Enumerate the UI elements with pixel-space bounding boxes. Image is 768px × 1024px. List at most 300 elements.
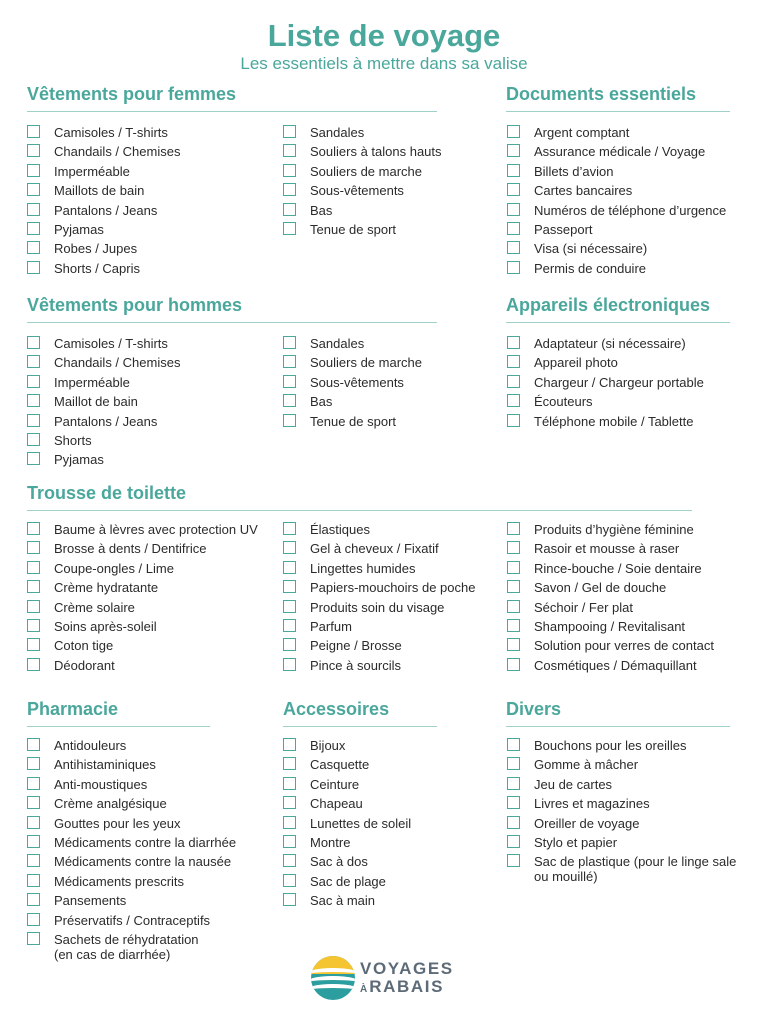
logo-sun-waves-icon (311, 956, 355, 1000)
checkbox[interactable] (507, 261, 520, 274)
checklist-item-label: Sachets de réhydratation (en cas de diarrhée) (54, 931, 199, 962)
checkbox[interactable] (283, 522, 296, 535)
checkbox[interactable] (283, 541, 296, 554)
checkbox[interactable] (507, 835, 520, 848)
checklist-item-label: Robes / Jupes (54, 241, 138, 257)
checklist-item-label: Shorts (54, 432, 92, 448)
checklist-item (283, 414, 498, 429)
checklist-item-label: Chapeau (310, 796, 363, 812)
checkbox[interactable] (283, 619, 296, 632)
checklist-item (507, 522, 762, 537)
checklist-item (27, 355, 277, 370)
checklist-item-label: Billets d’avion (534, 163, 614, 179)
checklist-item (283, 796, 498, 811)
checklist-item (283, 522, 498, 537)
checklist-item-label: Bas (310, 202, 333, 218)
checklist-item (283, 336, 498, 351)
checklist-item (283, 561, 498, 576)
checklist-item (283, 835, 498, 850)
checklist-item (27, 375, 277, 390)
checklist-item-label: Chandails / Chemises (54, 144, 181, 160)
checkbox[interactable] (283, 854, 296, 867)
checklist-item (283, 203, 498, 218)
checklist-item-label: Sac de plastique (pour le linge sale ou mouillé) (534, 854, 737, 885)
checklist-item (283, 164, 498, 179)
checklist-item-label: Parfum (310, 618, 352, 634)
checklist-item-label: Antidouleurs (54, 738, 127, 753)
checklist-item (507, 658, 762, 673)
checkbox[interactable] (27, 913, 40, 926)
checkbox[interactable] (283, 183, 296, 196)
checkbox[interactable] (507, 522, 520, 535)
checkbox[interactable] (507, 375, 520, 388)
checklist-item-label: Papiers-mouchoirs de poche (310, 580, 476, 596)
checkbox[interactable] (27, 261, 40, 274)
checklist-item-label: Écouteurs (534, 394, 593, 410)
checklist-column (283, 522, 498, 677)
checklist-item (27, 854, 277, 869)
section-title: Pharmacie (27, 699, 119, 719)
checkbox[interactable] (27, 658, 40, 671)
checkbox[interactable] (283, 375, 296, 388)
checkbox[interactable] (283, 414, 296, 427)
checklist-item-label: Pansements (54, 893, 127, 909)
checklist-item (27, 580, 277, 595)
checklist-item-label: Rasoir et mousse à raser (534, 541, 680, 557)
checkbox[interactable] (283, 638, 296, 651)
checklist-item (27, 241, 277, 256)
checkbox[interactable] (283, 777, 296, 790)
checklist-item-label: Souliers de marche (310, 355, 422, 371)
section-title: Documents essentiels (506, 84, 697, 104)
section-pharmacy (27, 698, 210, 727)
checklist-item (283, 183, 498, 198)
checklist-column (507, 738, 762, 889)
checkbox[interactable] (283, 222, 296, 235)
checkbox[interactable] (27, 600, 40, 613)
checklist-item (507, 796, 762, 811)
checklist-column (27, 336, 277, 472)
checklist-item-label: Pantalons / Jeans (54, 413, 158, 429)
checkbox[interactable] (27, 541, 40, 554)
checklist-item (507, 414, 762, 429)
checklist-item-label: Anti-moustiques (54, 776, 148, 792)
checklist-item (27, 522, 277, 537)
checkbox[interactable] (27, 414, 40, 427)
checklist-item (27, 183, 277, 198)
checklist-item-label: Camisoles / T-shirts (54, 336, 168, 351)
section-divider (506, 726, 730, 727)
checklist-item-label: Jeu de cartes (534, 776, 613, 792)
checklist-item-label: Bas (310, 394, 333, 410)
checklist-item (283, 222, 498, 237)
checkbox[interactable] (507, 757, 520, 770)
section-electronics (506, 294, 730, 323)
checkbox[interactable] (27, 580, 40, 593)
checkbox[interactable] (283, 658, 296, 671)
checklist-item-label: Gomme à mâcher (534, 757, 639, 773)
section-divider (27, 510, 692, 511)
checklist-item (27, 203, 277, 218)
checkbox[interactable] (507, 241, 520, 254)
checklist-item-label: Permis de conduire (534, 260, 646, 276)
section-divider (283, 726, 437, 727)
checklist-item (507, 777, 762, 792)
checklist-item (27, 638, 277, 653)
checklist-item (507, 375, 762, 390)
checkbox[interactable] (283, 757, 296, 770)
checkbox[interactable] (507, 619, 520, 632)
checklist-item-label: Peigne / Brosse (310, 638, 402, 654)
checklist-item-label: Rince-bouche / Soie dentaire (534, 560, 702, 576)
checklist-item (27, 452, 277, 467)
checklist-item (507, 336, 762, 351)
checklist-item (27, 125, 277, 140)
checkbox[interactable] (507, 144, 520, 157)
page-title: Liste de voyage (267, 18, 501, 53)
checklist-item-label: Sous-vêtements (310, 183, 404, 199)
checklist-item (27, 777, 277, 792)
checkbox[interactable] (27, 125, 40, 138)
checkbox[interactable] (507, 777, 520, 790)
checkbox[interactable] (283, 394, 296, 407)
page-header (0, 18, 768, 74)
checklist-item (507, 757, 762, 772)
logo-line-1: VOYAGES (360, 959, 454, 978)
checklist-item (283, 777, 498, 792)
checkbox[interactable] (283, 893, 296, 906)
checklist-item-label: Soins après-soleil (54, 618, 157, 634)
checklist-item (507, 222, 762, 237)
checklist-item-label: Antihistaminiques (54, 757, 156, 773)
checklist-item (27, 932, 277, 962)
section-toiletry (27, 482, 692, 511)
checklist-item (27, 816, 277, 831)
checklist-item-label: Lunettes de soleil (310, 815, 412, 831)
checklist-item-label: Souliers de marche (310, 163, 422, 179)
checkbox[interactable] (27, 336, 40, 349)
checkbox[interactable] (27, 874, 40, 887)
section-title: Divers (506, 699, 562, 719)
checkbox[interactable] (27, 183, 40, 196)
checklist-item (283, 394, 498, 409)
checklist-column (283, 336, 498, 433)
checklist-item-label: Sous-vêtements (310, 374, 404, 390)
checklist-item-label: Cosmétiques / Démaquillant (534, 657, 697, 673)
checklist-item-label: Montre (310, 834, 351, 850)
checklist-item-label: Médicaments contre la diarrhée (54, 834, 237, 850)
checklist-item-label: Tenue de sport (310, 413, 397, 429)
checklist-item-label: Maillot de bain (54, 394, 138, 410)
checklist-item (507, 261, 762, 276)
checklist-item-label: Livres et magazines (534, 796, 650, 812)
checklist-item-label: Sandales (310, 336, 365, 351)
checklist-column (283, 738, 498, 913)
checkbox[interactable] (27, 835, 40, 848)
checkbox[interactable] (507, 164, 520, 177)
checklist-item (27, 261, 277, 276)
checklist-item (283, 738, 498, 753)
checkbox[interactable] (507, 183, 520, 196)
logo-a: À (360, 984, 368, 995)
checklist-item (507, 619, 762, 634)
checklist-item (283, 144, 498, 159)
checklist-item-label: Ceinture (310, 776, 360, 792)
checkbox[interactable] (507, 541, 520, 554)
section-women-clothing (27, 83, 437, 112)
checklist-item-label: Crème hydratante (54, 580, 159, 596)
checklist-item-label: Crème solaire (54, 599, 135, 615)
checklist-item (283, 854, 498, 869)
checklist-item (283, 619, 498, 634)
checkbox[interactable] (283, 164, 296, 177)
checklist-item-label: Numéros de téléphone d’urgence (534, 202, 727, 218)
checklist-item-label: Produits soin du visage (310, 599, 445, 615)
section-accessories (283, 698, 437, 727)
checkbox[interactable] (283, 144, 296, 157)
checkbox[interactable] (507, 222, 520, 235)
checklist-item-label: Oreiller de voyage (534, 815, 640, 831)
checklist-column (507, 522, 762, 677)
checklist-column (507, 125, 762, 280)
checklist-item (283, 638, 498, 653)
checkbox[interactable] (507, 355, 520, 368)
checkbox[interactable] (27, 203, 40, 216)
section-divider (506, 111, 730, 112)
section-title: Vêtements pour hommes (27, 295, 243, 315)
checklist-item (507, 125, 762, 140)
checkbox[interactable] (27, 452, 40, 465)
checklist-item (27, 796, 277, 811)
checklist-item-label: Sac de plage (310, 873, 386, 889)
checklist-item-label: Casquette (310, 757, 370, 773)
checklist-item-label: Séchoir / Fer plat (534, 599, 633, 615)
checklist-item-label: Pyjamas (54, 221, 104, 237)
checkbox[interactable] (27, 144, 40, 157)
checklist-item (507, 241, 762, 256)
checkbox[interactable] (283, 203, 296, 216)
section-title: Appareils électroniques (506, 295, 711, 315)
checklist-item-label: Sandales (310, 125, 365, 140)
checklist-item (27, 541, 277, 556)
checkbox[interactable] (27, 796, 40, 809)
checklist-item (27, 222, 277, 237)
checklist-item-label: Élastiques (310, 522, 370, 537)
checklist-item (283, 874, 498, 889)
checkbox[interactable] (283, 125, 296, 138)
checklist-item-label: Adaptateur (si nécessaire) (534, 336, 686, 351)
checkbox[interactable] (283, 874, 296, 887)
checklist-item (283, 355, 498, 370)
checkbox[interactable] (507, 336, 520, 349)
checklist-item (27, 336, 277, 351)
checkbox[interactable] (27, 619, 40, 632)
checklist-item-label: Gel à cheveux / Fixatif (310, 541, 439, 557)
checklist-item-label: Produits d’hygiène féminine (534, 522, 694, 537)
checklist-item-label: Argent comptant (534, 125, 630, 140)
checklist-item (507, 580, 762, 595)
checklist-item (507, 638, 762, 653)
checkbox[interactable] (27, 433, 40, 446)
checklist-item-label: Stylo et papier (534, 834, 618, 850)
checklist-item (507, 561, 762, 576)
checklist-column (507, 336, 762, 433)
checkbox[interactable] (27, 893, 40, 906)
checkbox[interactable] (283, 835, 296, 848)
checklist-item-label: Imperméable (54, 374, 130, 390)
checklist-item (283, 600, 498, 615)
checklist-item-label: Chandails / Chemises (54, 355, 181, 371)
checkbox[interactable] (507, 561, 520, 574)
checklist-item-label: Visa (si nécessaire) (534, 241, 648, 257)
checkbox[interactable] (507, 638, 520, 651)
checklist-item-label: Imperméable (54, 163, 130, 179)
checklist-item (507, 183, 762, 198)
checkbox[interactable] (507, 125, 520, 138)
checkbox[interactable] (283, 796, 296, 809)
checklist-item-label: Savon / Gel de douche (534, 580, 667, 596)
checkbox[interactable] (27, 932, 40, 945)
checklist-item (283, 816, 498, 831)
checklist-item (27, 433, 277, 448)
checkbox[interactable] (27, 164, 40, 177)
checklist-item (27, 658, 277, 673)
checkbox[interactable] (27, 222, 40, 235)
checkbox[interactable] (507, 854, 520, 867)
section-divider (27, 111, 437, 112)
checkbox[interactable] (507, 738, 520, 751)
checklist-item-label: Passeport (534, 221, 593, 237)
checkbox[interactable] (27, 241, 40, 254)
checkbox[interactable] (27, 375, 40, 388)
checklist-item-label: Téléphone mobile / Tablette (534, 413, 694, 429)
checkbox[interactable] (27, 561, 40, 574)
section-divider (506, 322, 730, 323)
checklist-column (283, 125, 498, 241)
section-title: Trousse de toilette (27, 483, 187, 503)
checklist-item-label: Bouchons pour les oreilles (534, 738, 687, 753)
checklist-item (27, 414, 277, 429)
checkbox[interactable] (27, 355, 40, 368)
checklist-item (507, 835, 762, 850)
checklist-item-label: Coton tige (54, 638, 114, 654)
checkbox[interactable] (283, 816, 296, 829)
checkbox[interactable] (507, 658, 520, 671)
checkbox[interactable] (283, 580, 296, 593)
page-subtitle: Les essentiels à mettre dans sa valise (240, 54, 528, 73)
checkbox[interactable] (283, 738, 296, 751)
checkbox[interactable] (27, 816, 40, 829)
checkbox[interactable] (507, 203, 520, 216)
checklist-item (27, 757, 277, 772)
checklist-item (27, 619, 277, 634)
checklist-item-label: Tenue de sport (310, 221, 397, 237)
checkbox[interactable] (27, 854, 40, 867)
checklist-item (283, 580, 498, 595)
logo-wordmark (360, 960, 454, 999)
checklist-item (507, 816, 762, 831)
checklist-item (507, 541, 762, 556)
checkbox[interactable] (27, 638, 40, 651)
checklist-column (27, 125, 277, 280)
checkbox[interactable] (27, 738, 40, 751)
checklist-item (507, 144, 762, 159)
section-men-clothing (27, 294, 437, 323)
section-title: Vêtements pour femmes (27, 84, 237, 104)
checklist-item (27, 835, 277, 850)
checkbox[interactable] (507, 796, 520, 809)
checklist-item (283, 541, 498, 556)
checklist-item (507, 600, 762, 615)
checklist-item-label: Bijoux (310, 738, 346, 753)
checklist-item (27, 913, 277, 928)
section-title: Accessoires (283, 699, 390, 719)
checklist-item (283, 375, 498, 390)
checkbox[interactable] (283, 355, 296, 368)
checklist-item (507, 854, 762, 884)
checklist-item (507, 394, 762, 409)
checkbox[interactable] (507, 816, 520, 829)
checklist-item (283, 125, 498, 140)
checkbox[interactable] (27, 777, 40, 790)
checklist-item (27, 600, 277, 615)
checklist-column (27, 522, 277, 677)
section-misc (506, 698, 730, 727)
checkbox[interactable] (283, 336, 296, 349)
checklist-item (507, 203, 762, 218)
checklist-item-label: Gouttes pour les yeux (54, 815, 181, 831)
checklist-item-label: Shampooing / Revitalisant (534, 618, 686, 634)
checklist-item-label: Pyjamas (54, 452, 104, 468)
checkbox[interactable] (507, 600, 520, 613)
checklist-item-label: Shorts / Capris (54, 260, 140, 276)
checklist-item-label: Coupe-ongles / Lime (54, 560, 174, 576)
checkbox[interactable] (27, 757, 40, 770)
checklist-item-label: Assurance médicale / Voyage (534, 144, 706, 160)
checkbox[interactable] (507, 580, 520, 593)
logo-line-2: RABAIS (369, 977, 445, 996)
checklist-item (27, 893, 277, 908)
checklist-item (27, 874, 277, 889)
checklist-item (27, 738, 277, 753)
checklist-item-label: Médicaments prescrits (54, 873, 185, 889)
checklist-item-label: Pantalons / Jeans (54, 202, 158, 218)
checkbox[interactable] (27, 522, 40, 535)
checklist-item (27, 394, 277, 409)
checklist-item (283, 893, 498, 908)
section-divider (27, 726, 210, 727)
checklist-item-label: Maillots de bain (54, 183, 145, 199)
brand-logo (311, 956, 471, 1002)
checklist-item (283, 757, 498, 772)
checklist-item-label: Médicaments contre la nausée (54, 854, 232, 870)
checklist-item-label: Préservatifs / Contraceptifs (54, 912, 211, 928)
checklist-item-label: Camisoles / T-shirts (54, 125, 168, 140)
checklist-item (507, 164, 762, 179)
checkbox[interactable] (283, 600, 296, 613)
checkbox[interactable] (283, 561, 296, 574)
checklist-item-label: Lingettes humides (310, 560, 416, 576)
checklist-item (27, 561, 277, 576)
checkbox[interactable] (27, 394, 40, 407)
checklist-item (507, 355, 762, 370)
checkbox[interactable] (507, 414, 520, 427)
checkbox[interactable] (507, 394, 520, 407)
checklist-item-label: Chargeur / Chargeur portable (534, 374, 704, 390)
checklist-item-label: Crème analgésique (54, 796, 167, 812)
checklist-item-label: Sac à dos (310, 854, 368, 870)
checklist-item-label: Solution pour verres de contact (534, 638, 714, 654)
